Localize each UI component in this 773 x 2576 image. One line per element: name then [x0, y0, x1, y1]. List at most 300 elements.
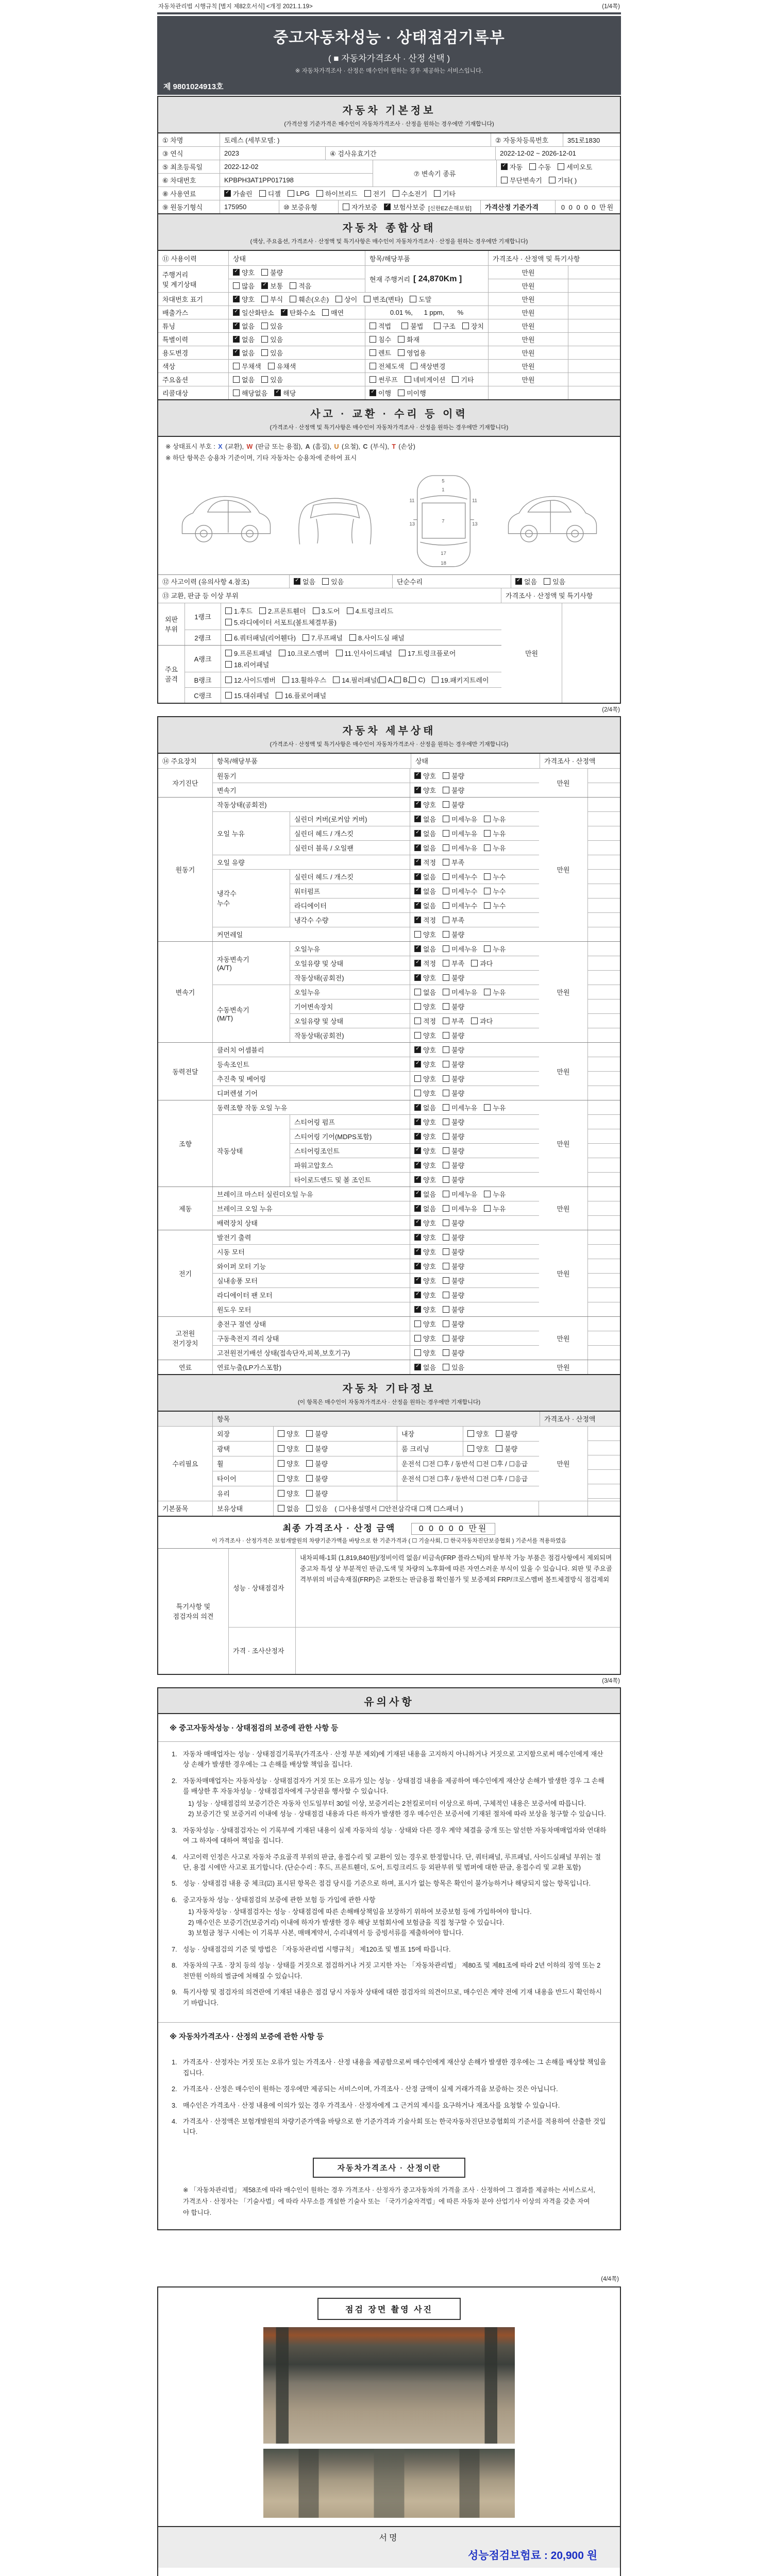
- checkbox-option: [224, 189, 253, 198]
- checkbox-label: 불량: [270, 269, 283, 277]
- empty-box-icon: [462, 323, 469, 329]
- checkbox-option: [225, 675, 276, 685]
- checked-box-icon: [414, 1061, 421, 1067]
- checked-box-icon: [414, 1191, 421, 1197]
- pillar-letter: C: [418, 675, 423, 684]
- checkbox-label: 9.프론트패널: [234, 649, 272, 657]
- checkbox-option: [398, 388, 426, 398]
- checkbox-label: 양호: [423, 1132, 436, 1141]
- checkbox-option: [225, 617, 337, 627]
- notice-item-text: 성능 · 상태점검의 기준 및 방법은 「자동차관리법 시행규칙」 제120조 및 별표 15에 따릅니다.: [183, 1945, 451, 1953]
- remarks-label: 특기사항 및 점검자의 의견: [158, 1549, 229, 1674]
- empty-box-icon: [261, 269, 268, 276]
- checked-box-icon: [414, 902, 421, 909]
- checkbox-label: 불량: [451, 1219, 465, 1227]
- checkbox-label: 미세누수: [451, 873, 478, 881]
- checkbox-option: [343, 202, 377, 212]
- checkbox-label: 수동: [538, 163, 551, 172]
- notice-item: [172, 1895, 607, 1939]
- empty-box-icon: [414, 1335, 421, 1342]
- checkbox-option: [484, 944, 506, 954]
- table-row: [489, 279, 620, 292]
- section-subtitle: (색상, 주요옵션, 가격조사 · 산정액 및 특기사항은 매수인이 자동차가격조사 · 산정을 원하는 경우에만 기재합니다): [250, 239, 528, 245]
- item-label: 발전기 출력: [213, 1230, 410, 1244]
- item-label: 변속기: [213, 783, 410, 797]
- notice-sub-line: 1) 성능 · 상태점검의 보증기간은 자동차 인도일부터 30일 이상, 보증거리는 2천킬로미터 이상으로 하며, 구체적인 내용은 보증서에 따릅니다.: [188, 1799, 586, 1807]
- checkbox-label: 양호: [423, 1219, 436, 1227]
- device-group-rows: [213, 1360, 539, 1374]
- price-cell: 만원: [539, 1043, 588, 1100]
- empty-box-icon: [282, 676, 289, 683]
- empty-box-icon: [399, 650, 406, 656]
- empty-box-icon: [261, 296, 268, 302]
- notice-section-head: ※ 중고자동차성능 · 상태점검의 보증에 관한 사항 등: [158, 1714, 620, 1742]
- checkbox-group: [410, 1187, 539, 1201]
- checkbox-option: [405, 375, 446, 384]
- checkbox-option: [414, 814, 436, 824]
- checkbox-label: 이행: [378, 389, 392, 397]
- checkbox-group: [343, 202, 425, 212]
- checkbox-group: [229, 360, 365, 372]
- checkbox-label: 1.후드: [234, 607, 253, 615]
- empty-box-icon: [409, 676, 416, 683]
- checkbox-option: [233, 308, 274, 317]
- blank-cell: [588, 1360, 620, 1374]
- checkbox-label: 자동: [510, 163, 523, 172]
- checkbox-option: [369, 375, 398, 384]
- law-citation: [158, 2568, 620, 2576]
- checkbox-option: [414, 1261, 436, 1271]
- checkbox-label: 없음: [423, 829, 436, 838]
- checkbox-option: [414, 1002, 436, 1011]
- notice-item-text: 사고이력 인정은 사고로 자동차 주요골격 부위의 판금, 용접수리 및 교환이 있는 경우로 한정합니다. 단, 쿼터패널, 루프패널, 사이드실패널 부위는 절단, 용접 시에만 사고로 표기합니다. (단순수리 : 후드, 프론트휀더, 도어, 트렁크리드 등 외판부위 및 범퍼에 대한 판금, 용접수리 및 교환 포함): [183, 1853, 601, 1871]
- field-label: ② 자동차등록번호: [491, 133, 563, 146]
- overall-state-band: [158, 213, 620, 251]
- checkbox-label: 양호: [423, 1161, 436, 1170]
- price-cell: 만원: [489, 266, 568, 279]
- price-cell: 만원: [489, 293, 568, 306]
- table-row: [213, 927, 539, 941]
- checkbox-label: 양호: [423, 1334, 436, 1343]
- notice-item-text: 가격조사 · 산정액은 보험개발원의 차량기준가액을 바탕으로 한 기준가격과 기술사회 또는 한국자동차진단보증협회의 기준서를 적용하여 산출한 것입니다.: [183, 2117, 606, 2136]
- checkbox-option: [414, 1290, 436, 1300]
- table-row: [290, 840, 539, 855]
- checkbox-label: 불량: [315, 1430, 328, 1438]
- checkbox-group: [410, 855, 539, 869]
- fuel-options: [220, 187, 620, 200]
- sub-group-row: [213, 811, 539, 855]
- checkbox-label: 불량: [451, 1031, 465, 1040]
- checkbox-label: 적법: [378, 323, 392, 330]
- checkbox-label: 7.루프패널: [311, 634, 343, 642]
- checkbox-label: 양호: [287, 1490, 300, 1498]
- checkbox-label: 양호: [423, 1118, 436, 1126]
- checkbox-group: [410, 1129, 539, 1143]
- checkbox-option: [322, 577, 344, 586]
- empty-box-icon: [343, 204, 349, 210]
- checkbox-label: 불량: [451, 801, 465, 809]
- empty-box-icon: [443, 1320, 449, 1327]
- empty-box-icon: [443, 787, 449, 793]
- table-row: [213, 1456, 539, 1471]
- empty-box-icon: [410, 296, 416, 302]
- notice-item-text: 중고자동차 성능 · 상태점검의 보증에 관한 보험 등 가입에 관한 사항 1) 자동차성능 · 상태점검자는 성능 · 상태점검에 따른 손해배상책임을 보장하기 위하여 보증보험 등에 가입하여야 합니다. 2) 매수인은 보증기간(보증거리) 이내에 하자가 발생한 경우 해당 보험회사에 보험금을 직접 청구할 수 있습니다. 3) 보험금 청구 시에는 이 기록부 사본, 매매계약서, 수리내역서 등 증빙서류를 제출하여야 합니다.: [183, 1895, 607, 1939]
- accident-notes: [158, 437, 620, 467]
- notice-item-number: 2.: [172, 1776, 177, 1785]
- checkbox-label: 양호: [423, 1075, 436, 1083]
- checkbox-label: 없음: [423, 873, 436, 881]
- checkbox-group: [410, 1014, 539, 1028]
- notice-item: [172, 1825, 607, 1846]
- model-year-value: 2023: [220, 147, 326, 160]
- empty-box-icon: [432, 676, 439, 683]
- item-label: 배력장치 상태: [213, 1216, 410, 1230]
- empty-box-icon: [484, 873, 491, 880]
- checkbox-option: 14.필러패널 ( A, B, C ): [333, 675, 425, 685]
- checkbox-label: 있음: [270, 349, 283, 357]
- price-cell: 만원: [539, 942, 588, 1042]
- notice-item-text: 특기사항 및 점검자의 의견란에 기재된 내용은 점검 당시 자동차 상태에 대한 점검자의 의견이므로, 매수인은 계약 전에 기재 내용을 반드시 확인하시기 바랍니다.: [183, 1988, 602, 2007]
- checkbox-label: 불량: [451, 1060, 465, 1069]
- price-cell: 만원: [539, 1100, 588, 1187]
- checkbox-option: [335, 294, 357, 304]
- item-label: 스티어링 기어(MDPS포함): [290, 1129, 410, 1143]
- checkbox-label: 장치: [470, 323, 484, 330]
- item-label: 동력조향 작동 오일 누유: [213, 1100, 410, 1114]
- part-cell: [365, 386, 489, 399]
- empty-box-icon: [261, 336, 268, 343]
- basic-items-list: ( ☐사용설명서 ☐안전삼각대 ☐잭 ☐스패너 ): [334, 1505, 463, 1513]
- final-price-row: [158, 1516, 620, 1548]
- checkbox-label: 불량: [451, 772, 465, 780]
- checkbox-option: [322, 308, 344, 317]
- empty-box-icon: [501, 177, 508, 183]
- field-label: ⑩ 보증유형: [279, 200, 339, 213]
- table-row: [158, 292, 620, 306]
- remarks-who: 성능 · 상태점검자: [229, 1549, 296, 1627]
- blank-cell: [568, 266, 620, 279]
- empty-box-icon: [414, 1003, 421, 1010]
- pillar-letters: (: [377, 675, 379, 684]
- item-label: 시동 모터: [213, 1245, 410, 1259]
- table-row: [213, 1259, 539, 1273]
- notice-item-text: 매수인은 가격조사 · 산정 내용에 이의가 있는 경우 가격조사 · 산정자에게 그 근거의 제시를 요구하거나 재조사를 요청할 수 있습니다.: [183, 2101, 560, 2109]
- table-row: [213, 1244, 539, 1259]
- checkbox-option: [278, 1459, 299, 1468]
- device-group-rows: [213, 769, 539, 797]
- checkbox-option: [414, 1218, 436, 1228]
- checkbox-label: 기타: [461, 376, 474, 384]
- item-label: 냉각수 수량: [290, 913, 410, 927]
- checkbox-option: [443, 1261, 464, 1271]
- notice-item: [172, 2100, 607, 2111]
- empty-box-icon: [443, 1335, 449, 1342]
- checkbox-option: [369, 388, 391, 398]
- checkbox-option: [443, 1175, 464, 1184]
- checkbox-option: [259, 189, 281, 198]
- notice-item: [172, 1960, 607, 1981]
- checkbox-label: 있음: [451, 1363, 465, 1371]
- checkbox-option: [443, 1362, 464, 1372]
- checkbox-label: 양호: [287, 1475, 300, 1483]
- table-row: [158, 173, 373, 187]
- checkbox-option: [432, 675, 489, 685]
- empty-box-icon: [484, 945, 491, 952]
- empty-box-icon: [414, 989, 421, 995]
- empty-box-icon: [443, 945, 449, 952]
- mileage-value: [ 24,870Km ]: [413, 274, 462, 283]
- checkbox-option: [276, 690, 326, 700]
- sub-group-rows: [290, 1115, 539, 1187]
- notice-items: [158, 2050, 620, 2148]
- empty-box-icon: [529, 163, 536, 170]
- price-cell: 만원: [489, 360, 568, 372]
- checkbox-option: [225, 659, 269, 669]
- checkbox-option: [443, 1045, 464, 1055]
- item-label: 내장: [397, 1427, 463, 1441]
- item-label: 오일 유량: [213, 855, 410, 869]
- checkbox-label: 기타: [442, 190, 456, 198]
- row-label: 리콜대상: [158, 386, 229, 399]
- empty-box-icon: [484, 844, 491, 851]
- sub-group-label: 작동상태: [213, 1115, 290, 1187]
- table-row: [290, 956, 539, 970]
- empty-box-icon: [484, 830, 491, 837]
- checkbox-label: 없음: [423, 1190, 436, 1198]
- empty-box-icon: [443, 1205, 449, 1212]
- checkbox-label: 부족: [451, 858, 465, 867]
- price-cell: 만원: [539, 1187, 588, 1230]
- checkbox-label: 19.패키지트레이: [441, 676, 489, 684]
- empty-box-icon: [484, 902, 491, 909]
- notice-item-text: 성능 · 상태점검 내용 중 체크(☑) 표시된 항목은 점검 당시를 기준으로 하며, 표시가 없는 항목은 확인이 불가능하거나 해당되지 않는 항목입니다.: [183, 1879, 591, 1888]
- device-group-label: 원동기: [158, 798, 213, 941]
- empty-box-icon: [394, 676, 401, 683]
- empty-box-icon: [443, 1292, 449, 1298]
- checkbox-label: 네비게이션: [413, 376, 446, 384]
- empty-box-icon: [558, 163, 564, 170]
- checkbox-label: 11.인사이드패널: [344, 649, 392, 657]
- blank-cell: [568, 373, 620, 386]
- checkbox-option: [414, 1045, 436, 1055]
- table-row: [290, 898, 539, 912]
- checkbox-group: [229, 386, 365, 399]
- basic-info-table: [158, 133, 620, 213]
- state-code-letter: X: [218, 443, 223, 450]
- checkbox-label: 불량: [451, 1262, 465, 1270]
- item-label: 실린더 커버(로커암 커버): [290, 812, 410, 826]
- checkbox-label: 매연: [331, 309, 344, 317]
- remarks-block: [158, 1548, 620, 1674]
- checkbox-label: 부족: [451, 1017, 465, 1025]
- empty-box-icon: [443, 960, 449, 967]
- notice-item: [172, 1776, 607, 1820]
- checkbox-label: 없음: [242, 349, 255, 357]
- checkbox-label: 많음: [242, 282, 255, 290]
- checkbox-option: [414, 1103, 436, 1112]
- row-sublabel: 보유상태: [213, 1501, 274, 1516]
- table-row: [229, 1549, 620, 1627]
- checkbox-option: [306, 1444, 328, 1453]
- car-diagram-right-side: [503, 482, 601, 560]
- checkbox-option: [233, 281, 255, 291]
- part-cell: [365, 319, 489, 332]
- checkbox-option: [414, 1030, 436, 1040]
- row-label: 색상: [158, 360, 229, 372]
- checkbox-option: [558, 162, 592, 172]
- checkbox-label: 디젤: [267, 190, 281, 198]
- table-row: [185, 603, 501, 630]
- checkbox-group: [229, 279, 365, 292]
- checked-box-icon: [414, 772, 421, 779]
- checkbox-option: [414, 1059, 436, 1069]
- checked-box-icon: [224, 190, 231, 197]
- checkbox-label: 없음: [303, 578, 316, 586]
- checkbox-group: [290, 575, 393, 588]
- final-price-label: 최종 가격조사 · 산정 금액: [282, 1523, 396, 1533]
- section-subtitle: (가격산정 기준가격은 매수인이 자동차가격조사 · 산정을 원하는 경우에만 기재합니다): [284, 121, 494, 127]
- section-title: 자동차 기본정보: [342, 105, 436, 116]
- checkbox-option: [398, 348, 426, 358]
- checkbox-option: [233, 294, 255, 304]
- checkbox-label: 없음: [287, 1505, 300, 1513]
- checkbox-option: [443, 1103, 477, 1112]
- checkbox-label: 화재: [407, 336, 420, 344]
- checkbox-option: [261, 267, 283, 277]
- blank-cell: [568, 319, 620, 332]
- table-row: [290, 1172, 539, 1187]
- item-label: 등속조인트: [213, 1057, 410, 1071]
- checkbox-option: [261, 321, 283, 331]
- blank-cell: [588, 1043, 620, 1100]
- checked-box-icon: [414, 1133, 421, 1140]
- empty-box-icon: [322, 309, 329, 316]
- checkbox-label: 없음: [423, 844, 436, 852]
- checkbox-option: [414, 800, 436, 809]
- field-label: 가격산정 기준가격: [481, 200, 556, 213]
- checkbox-label: 2.프론트휀더: [267, 607, 306, 615]
- checkbox-label: 17.트렁크플로어: [407, 649, 456, 657]
- empty-box-icon: [278, 1505, 284, 1512]
- checkbox-option: [414, 1348, 436, 1358]
- table-row: [213, 1086, 539, 1100]
- overall-state-table: [158, 265, 620, 399]
- table-row: [213, 1441, 539, 1456]
- checkbox-label: 불량: [451, 1003, 465, 1011]
- checked-box-icon: [274, 389, 281, 396]
- checked-box-icon: [233, 323, 240, 329]
- inspection-photo-underbody: [263, 2327, 515, 2444]
- checkbox-option: [443, 785, 464, 795]
- column-header: ⑭ 주요장치: [158, 754, 213, 768]
- checkbox-label: 양호: [423, 801, 436, 809]
- definition-box-title: 자동차가격조사 · 산정이란: [313, 2158, 466, 2178]
- checkbox-group: [274, 1471, 397, 1486]
- empty-box-icon: [443, 1147, 449, 1154]
- notice-items: [158, 1742, 620, 2019]
- table-row: [489, 266, 620, 279]
- checkbox-label: 없음: [423, 902, 436, 910]
- checkbox-option: [484, 828, 506, 838]
- checkbox-label: 불량: [315, 1460, 328, 1468]
- checkbox-option: [306, 1473, 328, 1483]
- checkbox-group: [410, 1245, 539, 1259]
- notice-item-text: 가격조사 · 산정은 매수인이 원하는 경우에만 제공되는 서비스이며, 가격조사 · 산정 금액이 실제 거래가격을 보증하는 것은 아닙니다.: [183, 2085, 558, 2093]
- row-label: 기본품목: [158, 1501, 213, 1516]
- device-group-row: [158, 1360, 620, 1374]
- checkbox-label: 불량: [451, 1291, 465, 1299]
- empty-box-icon: [288, 190, 294, 197]
- table-row: [158, 200, 620, 213]
- checkbox-label: 없음: [423, 988, 436, 996]
- checked-box-icon: [414, 1277, 421, 1284]
- table-row: [213, 1187, 539, 1201]
- item-label: 작동상태(공회전): [213, 798, 410, 811]
- table-row: [158, 306, 620, 319]
- checkbox-label: 적정: [423, 916, 436, 924]
- checkbox-group: [410, 1274, 539, 1287]
- notice-item-number: 7.: [172, 1945, 177, 1953]
- section-subtitle: (가격조사 · 산정액 및 특기사항은 매수인이 자동차가격조사 · 산정을 원하는 경우에만 기재합니다): [270, 741, 509, 748]
- checkbox-group: [410, 884, 539, 898]
- checkbox-option: [414, 828, 436, 838]
- row-label: 특별이력: [158, 333, 229, 346]
- checkbox-option: [515, 577, 537, 586]
- empty-box-icon: [225, 607, 232, 614]
- empty-box-icon: [261, 323, 268, 329]
- table-row: [290, 942, 539, 956]
- section-box-notice: [157, 1687, 621, 2230]
- checkbox-option: [369, 348, 391, 358]
- table-row: [213, 1345, 539, 1360]
- empty-box-icon: [467, 1430, 474, 1437]
- item-label: 광택: [213, 1442, 274, 1456]
- checkbox-label: 불량: [451, 1277, 465, 1285]
- checkbox-option: [443, 944, 477, 954]
- sub-group-rows: [290, 985, 539, 1042]
- empty-box-icon: [225, 619, 232, 625]
- empty-box-icon: [434, 190, 441, 197]
- empty-box-icon: [306, 1460, 313, 1467]
- empty-box-icon: [369, 323, 376, 329]
- checkbox-group: [410, 870, 539, 884]
- checkbox-option: [549, 175, 577, 185]
- empty-box-icon: [398, 349, 405, 356]
- checkbox-option: [414, 872, 436, 882]
- checkbox-option: [471, 1016, 493, 1026]
- checkbox-option: [261, 281, 283, 291]
- empty-box-icon: [225, 676, 232, 683]
- item-label: 브레이크 마스터 실린더오일 누유: [213, 1187, 410, 1201]
- device-group-label: 동력전달: [158, 1043, 213, 1100]
- notice-item-text: 자동차매매업자는 자동차성능 · 상태점검자가 거짓 또는 오류가 있는 성능 · 상태점검 내용을 제공하여 매수인에게 재산상 손해가 발생한 경우 그 손해를 배상한 후 자동차성능 · 상태점검자에게 구상권을 행사할 수 있습니다. 1) 성능 · 상태점검의 보증기간은 자동차 인도일부터 30일 이상, 보증거리는 2천킬로미터 이상으로 하며, 구체적인 내용은 보증서에 따릅니다. 2) 보증기간 및 보증거리 이내에 성능 · 상태점검 내용과 다른 하자가 발생한 경우 매수인은 보증서에 기재된 절차에 따라 보상을 청구할 수 있습니다.: [183, 1776, 607, 1820]
- checkbox-option: [484, 1103, 506, 1112]
- item-label: 연료누출(LP가스포함): [213, 1360, 410, 1374]
- table-row: [158, 372, 620, 386]
- notice-item-number: 4.: [172, 2117, 177, 2125]
- empty-box-icon: [443, 902, 449, 909]
- checkbox-label: 있음: [315, 1505, 328, 1513]
- price-cell: 만원: [539, 1317, 588, 1360]
- checkbox-group: [410, 1144, 539, 1158]
- checkbox-option: [443, 1074, 464, 1083]
- checkbox-group: [410, 1216, 539, 1230]
- checkbox-option: [414, 1160, 436, 1170]
- checkbox-option: [414, 944, 436, 954]
- notice-item-number: 6.: [172, 1895, 177, 1904]
- checkbox-option: [443, 1290, 464, 1300]
- empty-box-icon: [443, 1046, 449, 1053]
